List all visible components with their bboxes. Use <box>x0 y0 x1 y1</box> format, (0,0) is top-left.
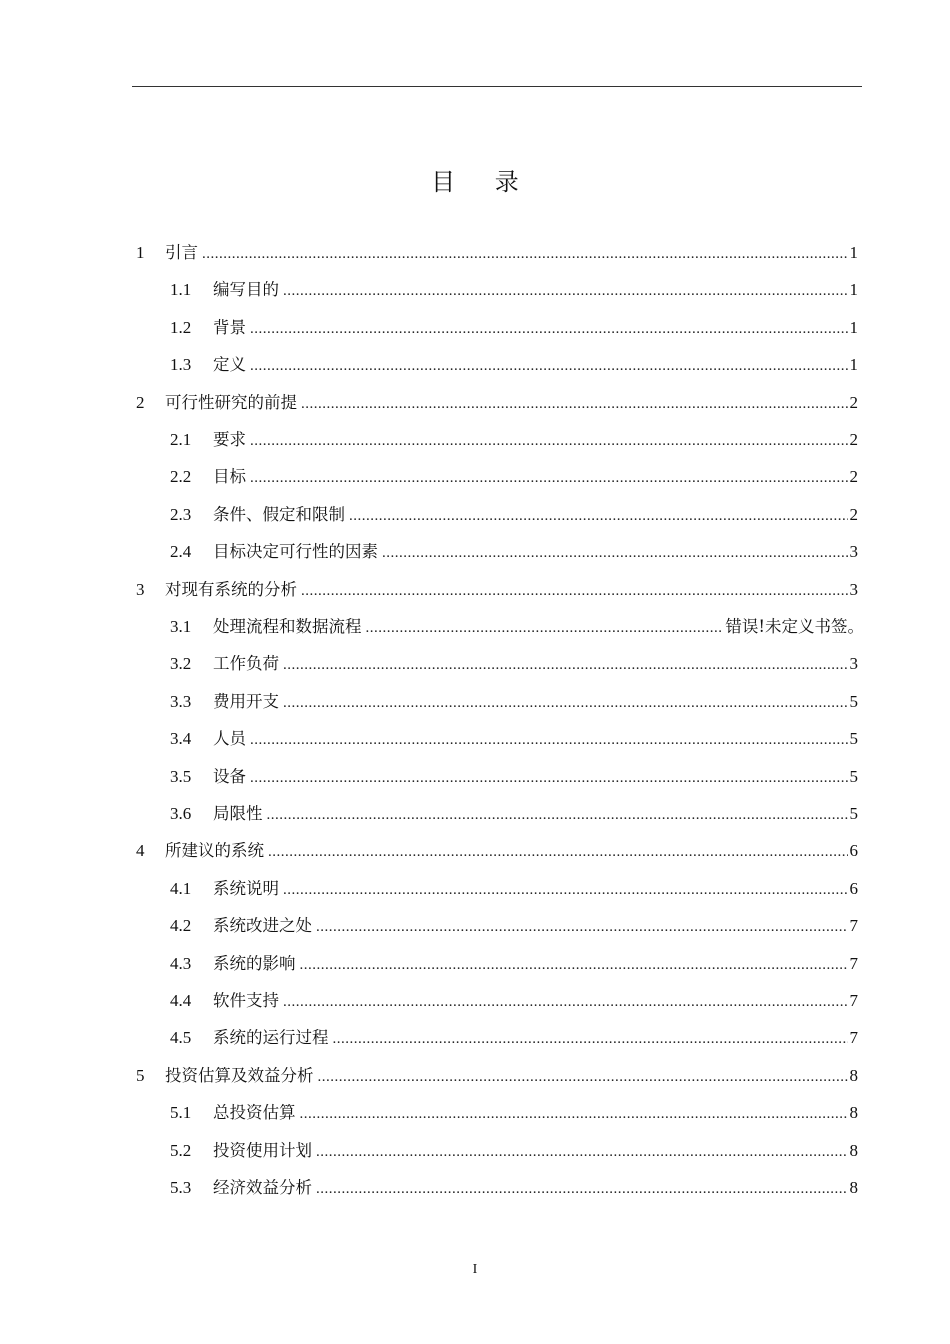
toc-entry-title: 对现有系统的分析 <box>165 579 297 599</box>
toc-entry-page: 2 <box>849 430 858 449</box>
toc-dot-leader <box>301 573 848 610</box>
toc-entry-title: 投资使用计划 <box>213 1140 312 1160</box>
toc-entry-page: 3 <box>849 579 858 599</box>
toc-entry-page: 1 <box>849 280 858 300</box>
toc-dot-leader <box>300 947 848 984</box>
toc-entry-number: 3.2 <box>170 654 192 674</box>
toc-entry[interactable] <box>170 907 858 944</box>
toc-entry[interactable] <box>170 533 858 570</box>
toc-entry-title: 软件支持 <box>213 991 279 1010</box>
toc-dot-leader <box>318 1059 848 1096</box>
toc-entry-number: 2.4 <box>170 542 192 562</box>
toc-entry[interactable] <box>170 758 858 795</box>
toc-entry-page: 1 <box>849 243 858 262</box>
toc-entry[interactable] <box>136 571 858 608</box>
toc-entry-page: 3 <box>849 542 858 562</box>
toc-entry-number: 1.2 <box>170 317 192 337</box>
toc-entry-page: 1 <box>849 317 858 337</box>
toc-entry-number: 3.5 <box>170 766 192 786</box>
toc-entry-title: 系统说明 <box>213 878 279 898</box>
toc-dot-leader <box>301 386 848 423</box>
toc-entry-title: 条件、假定和限制 <box>213 504 345 524</box>
toc-entry[interactable] <box>170 870 858 907</box>
toc-entry-page: 7 <box>849 916 858 936</box>
toc-entry-page: 7 <box>849 953 858 973</box>
toc-dot-leader <box>300 1096 848 1133</box>
toc-entry-number: 3.6 <box>170 804 192 823</box>
toc-entry-title: 定义 <box>213 355 246 375</box>
toc-entry[interactable] <box>170 1019 858 1056</box>
toc-entry-page: 8 <box>849 1103 858 1123</box>
toc-dot-leader <box>283 647 848 684</box>
toc-dot-leader <box>250 460 848 497</box>
toc-entry-number: 1.3 <box>170 355 192 375</box>
toc-entry[interactable] <box>170 645 858 682</box>
toc-dot-leader <box>283 273 848 310</box>
toc-entry-page: 8 <box>849 1178 858 1197</box>
toc-dot-leader <box>250 311 848 348</box>
toc-entry-page: 8 <box>849 1140 858 1160</box>
toc-entry-number: 2.2 <box>170 467 192 487</box>
toc-entry-title: 所建议的系统 <box>165 841 264 861</box>
toc-entry[interactable] <box>170 346 858 383</box>
toc-entry-title: 目标决定可行性的因素 <box>213 542 378 562</box>
toc-entry-page: 1 <box>849 355 858 375</box>
toc-entry-number: 2.1 <box>170 430 192 449</box>
toc-dot-leader <box>283 685 848 722</box>
page-number: I <box>472 1262 478 1277</box>
toc-entry-number: 3.1 <box>170 617 192 636</box>
header-rule <box>132 86 862 87</box>
toc-entry[interactable] <box>136 384 858 421</box>
toc-entry[interactable] <box>136 1057 858 1094</box>
toc-entry[interactable] <box>170 720 858 757</box>
toc-entry-number: 5.1 <box>170 1103 192 1123</box>
toc-entry-page: 7 <box>849 991 858 1010</box>
toc-dot-leader <box>349 498 848 535</box>
toc-entry-title: 编写目的 <box>213 280 279 300</box>
toc-entry[interactable] <box>136 234 858 271</box>
toc-entry-title: 工作负荷 <box>213 654 279 674</box>
toc-entry-title: 要求 <box>213 430 246 449</box>
toc-dot-leader <box>250 722 848 759</box>
toc-dot-leader <box>316 909 848 946</box>
toc-entry-page: 8 <box>849 1065 858 1085</box>
toc-entry-number: 5.2 <box>170 1140 192 1160</box>
toc-entry-number: 4.4 <box>170 991 192 1010</box>
toc-entry-title: 引言 <box>165 243 198 262</box>
toc-entry-page: 错误!未定义书签。 <box>725 617 864 636</box>
toc-entry[interactable] <box>170 1169 858 1206</box>
toc-entry[interactable] <box>136 832 858 869</box>
toc-entry[interactable] <box>170 795 858 832</box>
toc-entry[interactable] <box>170 421 858 458</box>
toc-entry-title: 可行性研究的前提 <box>165 392 297 412</box>
toc-entry-page: 5 <box>849 766 858 786</box>
toc-entry-number: 1.1 <box>170 280 192 300</box>
toc-entry-title: 系统的运行过程 <box>213 1028 329 1048</box>
toc-dot-leader <box>268 834 848 871</box>
toc-dot-leader <box>283 872 848 909</box>
toc-entry-page: 6 <box>849 878 858 898</box>
toc-entry-page: 5 <box>849 691 858 711</box>
toc-entry-page: 5 <box>849 729 858 749</box>
toc-entry-number: 1 <box>136 243 145 262</box>
toc-entry-page: 7 <box>849 1028 858 1048</box>
toc-dot-leader <box>267 797 848 834</box>
toc-entry-title: 系统的影响 <box>213 953 296 973</box>
toc-entry-title: 经济效益分析 <box>213 1178 312 1197</box>
toc-entry-number: 4.1 <box>170 878 192 898</box>
toc-entry[interactable] <box>170 608 864 645</box>
toc-entry-number: 3 <box>136 579 145 599</box>
toc-entry-title: 设备 <box>213 766 246 786</box>
toc-entry-title: 总投资估算 <box>213 1103 296 1123</box>
toc-entry-page: 3 <box>849 654 858 674</box>
toc-dot-leader <box>250 760 848 797</box>
toc-entry[interactable] <box>170 982 858 1019</box>
toc-entry-number: 2.3 <box>170 504 192 524</box>
toc-entry[interactable] <box>170 945 858 982</box>
toc-dot-leader <box>202 236 848 273</box>
toc-entry-title: 局限性 <box>213 804 263 823</box>
toc-dot-leader <box>366 610 724 647</box>
toc-entry-title: 投资估算及效益分析 <box>165 1065 314 1085</box>
toc-entry-page: 2 <box>849 467 858 487</box>
toc-entry-number: 3.3 <box>170 691 192 711</box>
toc-entry-number: 4 <box>136 841 145 861</box>
toc-entry-number: 2 <box>136 392 145 412</box>
toc-dot-leader <box>250 423 848 460</box>
toc-entry[interactable] <box>170 1132 858 1169</box>
toc-dot-leader <box>316 1134 848 1171</box>
toc-entry-title: 目标 <box>213 467 246 487</box>
toc-entry-title: 人员 <box>213 729 246 749</box>
toc-entry-number: 4.2 <box>170 916 192 936</box>
toc-entry[interactable] <box>170 309 858 346</box>
toc-entry-title: 处理流程和数据流程 <box>213 617 362 636</box>
toc-entry-page: 2 <box>849 392 858 412</box>
toc-entry[interactable] <box>170 271 858 308</box>
toc-entry[interactable] <box>170 683 858 720</box>
toc-dot-leader <box>333 1021 848 1058</box>
toc-dot-leader <box>283 984 848 1021</box>
toc-entry-number: 5 <box>136 1065 145 1085</box>
toc-entry[interactable] <box>170 1094 858 1131</box>
toc-entry-page: 5 <box>849 804 858 823</box>
toc-entry-page: 6 <box>849 841 858 861</box>
toc-entry-number: 5.3 <box>170 1178 192 1197</box>
toc-entry-number: 4.3 <box>170 953 192 973</box>
toc-entry[interactable] <box>170 496 858 533</box>
toc-dot-leader <box>382 535 848 572</box>
toc-dot-leader <box>250 348 848 385</box>
toc-entry-title: 系统改进之处 <box>213 916 312 936</box>
toc-entry-page: 2 <box>849 504 858 524</box>
toc-title: 目 录 <box>431 168 535 196</box>
toc-entry-number: 3.4 <box>170 729 192 749</box>
toc-dot-leader <box>316 1171 848 1208</box>
toc-entry-title: 费用开支 <box>213 691 279 711</box>
toc-entry[interactable] <box>170 458 858 495</box>
toc-entry-number: 4.5 <box>170 1028 192 1048</box>
toc-entry-title: 背景 <box>213 317 246 337</box>
